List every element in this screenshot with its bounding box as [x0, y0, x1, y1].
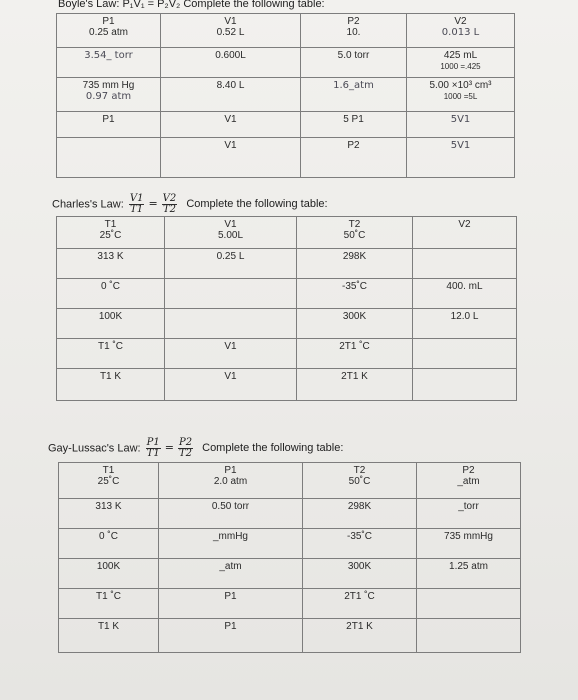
table-cell	[417, 619, 521, 653]
table-cell	[417, 463, 521, 499]
table-cell	[297, 309, 413, 339]
cell-text: 298K	[347, 501, 372, 512]
table-cell	[301, 78, 407, 112]
table-row	[59, 499, 521, 529]
cell-text: P1	[224, 591, 237, 602]
cell-text: 2T1 ˚C	[339, 341, 370, 352]
cell-text: 12.0 L	[450, 311, 479, 322]
cell-text: 5.00L	[217, 230, 244, 241]
cell-text: -35˚C	[346, 531, 372, 542]
table-cell	[159, 499, 303, 529]
table-cell	[297, 217, 413, 249]
table-cell	[57, 249, 165, 279]
table-cell	[297, 369, 413, 401]
cell-text: 10.	[346, 27, 361, 38]
table-row	[57, 217, 517, 249]
table-cell	[301, 112, 407, 138]
cell-text: 313 K	[97, 251, 124, 262]
cell-text: T2	[348, 219, 361, 230]
table-cell	[161, 138, 301, 178]
table-row	[59, 589, 521, 619]
table-row	[57, 14, 515, 48]
cell-text: T2	[353, 465, 366, 476]
cell-text: 0.013 L	[441, 27, 480, 38]
table-cell	[161, 78, 301, 112]
cell-text: 5V1	[450, 140, 471, 151]
cell-text: 1.6_atm	[333, 80, 374, 91]
cell-text: V1	[224, 341, 237, 352]
table-cell	[161, 14, 301, 48]
table-cell	[407, 78, 515, 112]
boyle-table	[56, 13, 515, 178]
cell-text: 400. mL	[446, 281, 483, 292]
cell-text: 25˚C	[99, 230, 122, 241]
table-cell	[59, 589, 159, 619]
cell-text: T1 ˚C	[96, 591, 121, 602]
table-cell	[159, 619, 303, 653]
cell-text: 2.0 atm	[213, 476, 248, 487]
table-cell	[407, 14, 515, 48]
boyle-title: Boyle's Law: P₁V₁ = P₂V₂ Complete the following table:	[58, 0, 325, 10]
table-cell	[417, 499, 521, 529]
table-cell	[413, 249, 517, 279]
cell-text: 0.52 L	[216, 27, 245, 38]
cell-text: 1000 =5L	[443, 92, 478, 101]
cell-text: 0.600L	[215, 50, 246, 61]
table-cell	[303, 499, 417, 529]
cell-text: 5.00 ×10³ cm³	[429, 80, 492, 91]
table-cell	[407, 138, 515, 178]
cell-text: T1 ˚C	[98, 341, 123, 352]
table-cell	[165, 279, 297, 309]
cell-text: T1	[104, 219, 117, 230]
table-cell	[57, 14, 161, 48]
cell-text: 0 ˚C	[101, 281, 120, 292]
cell-text: P1	[224, 465, 237, 476]
table-cell	[407, 48, 515, 78]
charles-label: Charles's Law:	[52, 198, 124, 211]
table-row	[57, 279, 517, 309]
cell-text: 1.25 atm	[449, 561, 488, 572]
table-cell	[413, 217, 517, 249]
cell-text: 425 mL	[443, 50, 478, 61]
table-cell	[161, 112, 301, 138]
gay-title	[48, 438, 343, 459]
table-cell	[165, 339, 297, 369]
table-row	[57, 48, 515, 78]
cell-text: V1	[224, 114, 237, 125]
cell-text: V1	[224, 219, 237, 230]
table-cell	[159, 559, 303, 589]
table-cell	[57, 112, 161, 138]
table-cell	[159, 589, 303, 619]
cell-text: _mmHg	[212, 531, 248, 542]
cell-text: 8.40 L	[216, 80, 245, 91]
cell-text: T1	[102, 465, 115, 476]
table-row	[57, 339, 517, 369]
cell-text: 3.54_ torr	[84, 50, 133, 61]
charles-equals: =	[148, 197, 158, 211]
table-cell	[301, 138, 407, 178]
table-cell	[297, 339, 413, 369]
table-row	[59, 463, 521, 499]
table-cell	[59, 559, 159, 589]
gay-fraction-right: $\frac{P2}{T2}$	[178, 437, 193, 459]
table-cell	[165, 309, 297, 339]
table-cell	[59, 529, 159, 559]
gay-instruction: Complete the following table:	[202, 442, 344, 455]
table-row	[59, 529, 521, 559]
table-cell	[159, 463, 303, 499]
cell-text: 0.50 torr	[211, 501, 250, 512]
cell-text: P2	[462, 465, 475, 476]
table-cell	[165, 249, 297, 279]
table-cell	[303, 589, 417, 619]
cell-text: T1 K	[99, 371, 122, 382]
cell-text: 735 mmHg	[444, 531, 493, 542]
table-cell	[57, 339, 165, 369]
cell-text: 5 P1	[343, 114, 364, 125]
table-cell	[57, 138, 161, 178]
cell-text: _atm	[219, 561, 242, 572]
gay-equals: =	[164, 441, 174, 455]
cell-text: T1 K	[97, 621, 120, 632]
table-row	[59, 619, 521, 653]
cell-text: 50˚C	[348, 476, 371, 487]
cell-text: 2T1 K	[341, 371, 368, 382]
table-cell	[413, 279, 517, 309]
cell-text: 2T1 K	[346, 621, 373, 632]
table-cell	[161, 48, 301, 78]
cell-text: 0.25 atm	[89, 27, 128, 38]
charles-table	[56, 216, 517, 401]
table-cell	[159, 529, 303, 559]
charles-title	[52, 194, 328, 215]
cell-text: 25˚C	[97, 476, 120, 487]
table-cell	[57, 78, 161, 112]
cell-text: 100K	[96, 561, 121, 572]
cell-text: V1	[224, 140, 237, 151]
table-row	[59, 559, 521, 589]
table-cell	[57, 279, 165, 309]
cell-text: 0 ˚C	[99, 531, 118, 542]
charles-fraction-right: $\frac{V2}{T2}$	[162, 193, 177, 215]
table-cell	[165, 217, 297, 249]
gay-fraction-left: $\frac{P1}{T1}$	[146, 437, 160, 459]
table-row	[57, 369, 517, 401]
cell-text: 5.0 torr	[337, 50, 370, 61]
table-cell	[417, 589, 521, 619]
cell-text: 0.25 L	[216, 251, 245, 262]
cell-text: _torr	[458, 501, 479, 512]
cell-text: 0.97 atm	[85, 91, 132, 102]
table-cell	[57, 369, 165, 401]
table-cell	[407, 112, 515, 138]
table-cell	[57, 217, 165, 249]
cell-text: _atm	[457, 476, 480, 487]
table-cell	[57, 309, 165, 339]
table-cell	[297, 279, 413, 309]
cell-text: V2	[454, 16, 467, 27]
cell-text: 300K	[342, 311, 367, 322]
table-cell	[59, 619, 159, 653]
cell-text: V1	[224, 16, 237, 27]
cell-text: P1	[224, 621, 237, 632]
table-cell	[413, 309, 517, 339]
cell-text: 313 K	[95, 501, 122, 512]
table-cell	[301, 14, 407, 48]
table-cell	[417, 559, 521, 589]
cell-text: V2	[458, 219, 471, 230]
table-cell	[301, 48, 407, 78]
table-cell	[59, 463, 159, 499]
cell-text: 2T1 ˚C	[344, 591, 375, 602]
gay-label: Gay-Lussac's Law:	[48, 442, 141, 455]
gay-table	[58, 462, 521, 653]
cell-text: 298K	[342, 251, 367, 262]
table-cell	[303, 529, 417, 559]
table-cell	[165, 369, 297, 401]
table-cell	[413, 339, 517, 369]
charles-fraction-left: $\frac{V1}{T1}$	[129, 193, 144, 215]
table-cell	[303, 619, 417, 653]
table-cell	[303, 463, 417, 499]
cell-text: V1	[224, 371, 237, 382]
cell-text: 50˚C	[343, 230, 366, 241]
cell-text: 100K	[98, 311, 123, 322]
table-row	[57, 78, 515, 112]
charles-instruction: Complete the following table:	[186, 198, 328, 211]
table-cell	[417, 529, 521, 559]
table-cell	[297, 249, 413, 279]
cell-text: 1000 =.425	[440, 62, 481, 71]
cell-text: P1	[102, 16, 115, 27]
table-row	[57, 309, 517, 339]
cell-text: P2	[347, 16, 360, 27]
cell-text: 300K	[347, 561, 372, 572]
table-cell	[59, 499, 159, 529]
table-cell	[57, 48, 161, 78]
cell-text: 735 mm Hg	[82, 80, 135, 91]
cell-text: 5V1	[450, 114, 471, 125]
table-cell	[303, 559, 417, 589]
cell-text: P2	[347, 140, 360, 151]
table-row	[57, 112, 515, 138]
table-cell	[413, 369, 517, 401]
table-row	[57, 249, 517, 279]
cell-text: -35˚C	[341, 281, 367, 292]
table-row	[57, 138, 515, 178]
cell-text: P1	[102, 114, 115, 125]
